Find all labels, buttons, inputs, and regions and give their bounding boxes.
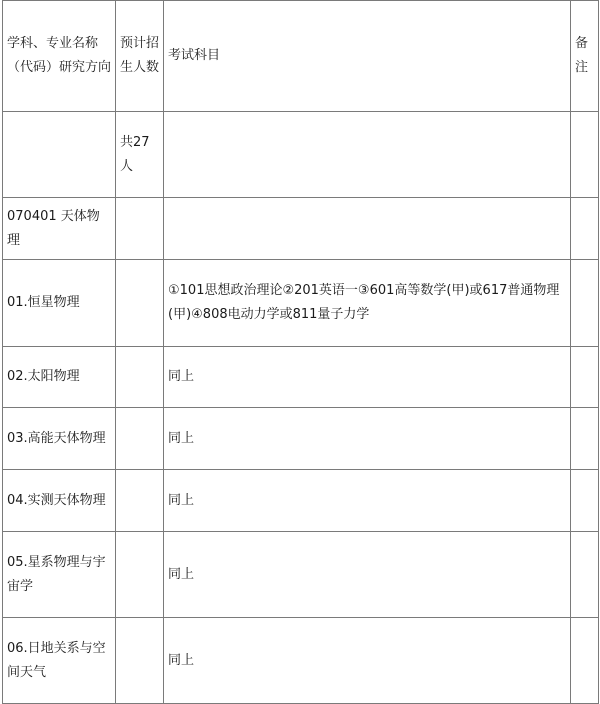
table-row bbox=[3, 532, 599, 618]
cell-planned bbox=[116, 532, 164, 618]
cell-note bbox=[571, 408, 599, 470]
table-row bbox=[3, 260, 599, 347]
cell-planned: 共27人 bbox=[116, 112, 164, 198]
cell-planned bbox=[116, 260, 164, 347]
cell-major: 070401 天体物理 bbox=[3, 198, 116, 260]
cell-subjects: ①101思想政治理论②201英语一③601高等数学(甲)或617普通物理(甲)④808电动力学或811量子力学 bbox=[164, 260, 571, 347]
cell-major: 04.实测天体物理 bbox=[3, 470, 116, 532]
cell-subjects bbox=[164, 198, 571, 260]
cell-note bbox=[571, 532, 599, 618]
table-row bbox=[3, 112, 599, 198]
cell-subjects: 同上 bbox=[164, 532, 571, 618]
cell-subjects: 同上 bbox=[164, 408, 571, 470]
cell-planned bbox=[116, 470, 164, 532]
cell-note bbox=[571, 260, 599, 347]
cell-major: 06.日地关系与空间天气 bbox=[3, 618, 116, 704]
table-row bbox=[3, 347, 599, 408]
table-row bbox=[3, 198, 599, 260]
cell-note bbox=[571, 198, 599, 260]
cell-subjects bbox=[164, 112, 571, 198]
cell-subjects: 同上 bbox=[164, 618, 571, 704]
header-major: 学科、专业名称（代码）研究方向 bbox=[3, 1, 116, 112]
cell-major: 01.恒星物理 bbox=[3, 260, 116, 347]
cell-planned bbox=[116, 347, 164, 408]
cell-note bbox=[571, 112, 599, 198]
cell-major: 02.太阳物理 bbox=[3, 347, 116, 408]
table-row bbox=[3, 470, 599, 532]
cell-planned bbox=[116, 408, 164, 470]
cell-note bbox=[571, 470, 599, 532]
table-row bbox=[3, 408, 599, 470]
header-planned: 预计招生人数 bbox=[116, 1, 164, 112]
header-note: 备注 bbox=[571, 1, 599, 112]
cell-note bbox=[571, 347, 599, 408]
cell-subjects: 同上 bbox=[164, 470, 571, 532]
cell-subjects: 同上 bbox=[164, 347, 571, 408]
cell-major: 05.星系物理与宇宙学 bbox=[3, 532, 116, 618]
header-row bbox=[3, 1, 599, 112]
header-subjects: 考试科目 bbox=[164, 1, 571, 112]
cell-major bbox=[3, 112, 116, 198]
cell-planned bbox=[116, 198, 164, 260]
admissions-table bbox=[2, 0, 599, 704]
cell-major: 03.高能天体物理 bbox=[3, 408, 116, 470]
